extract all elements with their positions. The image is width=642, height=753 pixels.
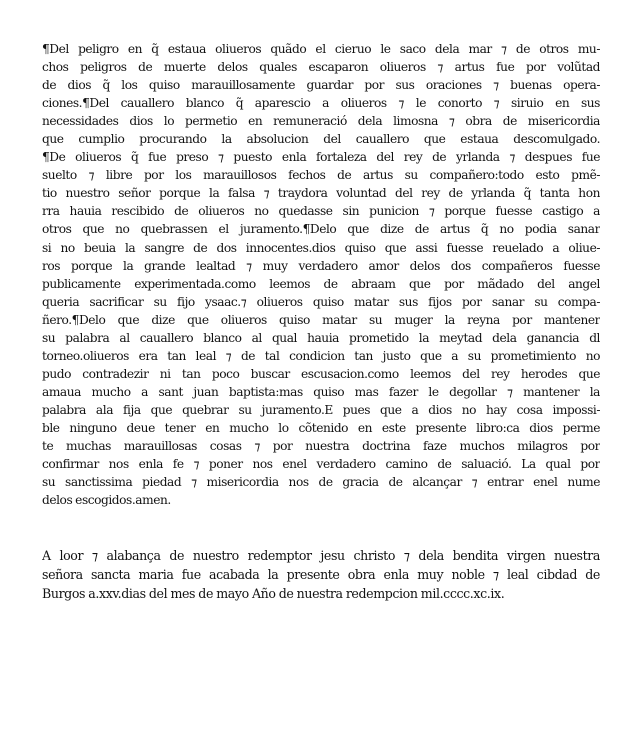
text-line: te muchas marauillosas cosas ⁊ por nuestra doctrina faze muchos milagros por — [42, 439, 600, 454]
text-line: publicamente experimentada.como leemos de abraam que por mãdado del angel — [42, 276, 600, 291]
text-line: queria sacrificar su fijo ysaac.⁊ oliueros quiso matar sus fijos por sanar su compa- — [42, 294, 600, 309]
colophon-block — [42, 546, 600, 603]
text-line: ñero.¶Delo que dize que oliueros quiso matar su muger la reyna por mantener — [42, 312, 600, 327]
text-line: otros que no quebrassen el juramento.¶Delo que dize de artus q̃ no podia sanar — [42, 222, 600, 237]
text-line: ros porque la grande lealtad ⁊ muy verdadero amor delos dos compañeros fuesse — [42, 258, 600, 273]
colophon-line: A loor ⁊ alabança de nuestro redemptor jesu christo ⁊ dela bendita virgen nuestra — [42, 548, 600, 563]
text-line: suelto ⁊ libre por los marauillosos fechos de artus su compañero:todo esto pmẽ- — [42, 168, 600, 183]
text-line: ¶De oliueros q̃ fue preso ⁊ puesto enla fortaleza del rey de yrlanda ⁊ despues fue — [42, 150, 600, 165]
text-line: si no beuia la sangre de dos innocentes.dios quiso que assi fuesse reuelado a oliue- — [42, 240, 600, 255]
text-line: torneo.oliueros era tan leal ⁊ de tal condicion tan justo que a su prometimiento no — [42, 348, 600, 363]
colophon-line: Burgos a.xxv.dias del mes de mayo Año de nuestra redempcion mil.cccc.xc.ix. — [42, 586, 505, 601]
colophon-line: señora sancta maria fue acabada la presente obra enla muy noble ⁊ leal cibdad de — [42, 567, 600, 582]
text-line: tio nuestro señor porque la falsa ⁊ traydora voluntad del rey de yrlanda q̃ tanta hon — [42, 186, 600, 201]
text-line: rra hauia rescibido de oliueros no quedasse sin punicion ⁊ porque fuesse castigo a — [42, 204, 600, 219]
text-line: su palabra al cauallero blanco al qual hauia prometido la meytad dela ganancia dl — [42, 330, 600, 345]
text-line: de dios q̃ los quiso marauillosamente guardar por sus oraciones ⁊ buenas opera- — [42, 78, 600, 93]
text-line: delos escogidos.amen. — [42, 493, 171, 508]
text-line: chos peligros de muerte delos quales escaparon oliueros ⁊ artus fue por volũtad — [42, 60, 600, 75]
text-line: su sanctissima piedad ⁊ misericordia nos de gracia de alcançar ⁊ entrar enel nume — [42, 475, 600, 490]
text-line: confirmar nos enla fe ⁊ poner nos enel verdadero camino de saluació. La qual por — [42, 457, 600, 472]
text-line: pudo contradezir ni tan poco buscar escusacion.como leemos del rey herodes que — [42, 366, 600, 381]
text-line: necessidades dios lo permetio en remuneració dela limosna ⁊ obra de misericordia — [42, 114, 600, 129]
text-line: ble ninguno deue tener en mucho lo cõtenido en este presente libro:ca dios perme — [42, 420, 600, 435]
text-line: palabra ala fija que quebrar su juramento.E pues que a dios no hay cosa impossi- — [42, 402, 600, 417]
text-line: ciones.¶Del cauallero blanco q̃ aparescio a oliueros ⁊ le conorto ⁊ siruio en sus — [42, 96, 600, 111]
main-text-block — [42, 40, 600, 509]
text-line: amaua mucho a sant juan baptista:mas quiso mas fazer le degollar ⁊ mantener la — [42, 384, 600, 399]
text-line: ¶Del peligro en q̃ estaua oliueros quãdo el cieruo le saco dela mar ⁊ de otros mu- — [42, 42, 600, 56]
text-line: que cumplio procurando la absolucion del cauallero que estaua descomulgado. — [42, 132, 600, 147]
